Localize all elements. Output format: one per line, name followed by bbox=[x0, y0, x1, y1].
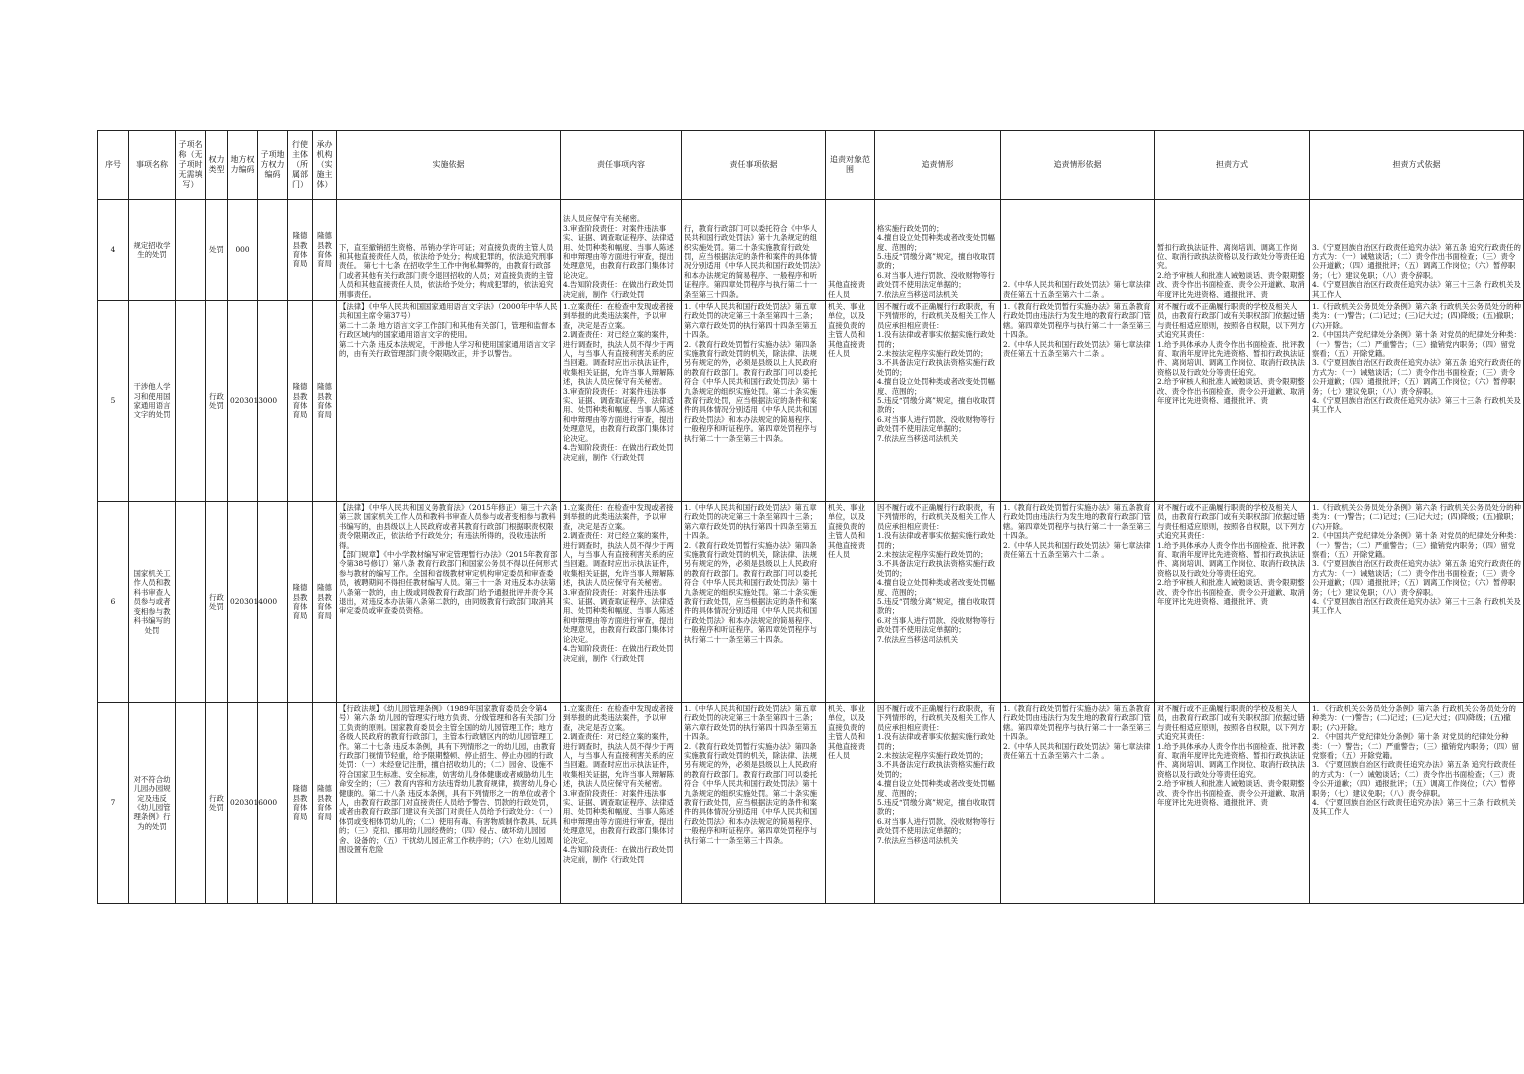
row-agency-text: 隆德县教育体育局 bbox=[317, 382, 332, 420]
row-method-text: 对不履行或不正确履行职责的学校及相关人员，由教育行政部门或有关职权部门依据过错与责任相适应原则，按照各自权限，以下列方式追究其责任： 1.给予具体承办人责令作出书面检查、批评教育、取消年度评比先进资格、暂扣行政执法证件、离岗培训、调离工作岗位、取消行政执法资格以及行政处分等责任追究。 2.给予审核人和批准人诫勉谈话、责令限期整改、责令作出书面检查、责令公开道歉、取消年度评比先进资格、通报批评、责 bbox=[1157, 704, 1305, 808]
row-content-basis bbox=[682, 703, 826, 904]
row-basis bbox=[337, 200, 561, 301]
row-method-text: 对不履行或不正确履行职责的学校及相关人员，由教育行政部门或有关职权部门依据过错与责任相适应原则，按照各自权限，以下列方式追究其责任： 1.给予具体承办人责令作出书面检查、批评教育、取消年度评比先进资格、暂扣行政执法证件、离岗培训、调离工作岗位、取消行政执法资格以及行政处分等责任追究。 2.给予审核人和批准人诫勉谈话、责令限期整改、责令作出书面检查、责令公开道歉、取消年度评比先进资格、通报批评、责 bbox=[1157, 503, 1305, 607]
table-row bbox=[98, 703, 1524, 904]
row-content-text: 1.立案责任：在检查中发现或者接到举报的此类违法案件，予以审查，决定是否立案。 2.调查责任：对已经立案的案件，进行调查时，执法人员不得少于两人，与当事人有直接利害关系的应当回避。调查时应出示执法证件，收集相关证据，允许当事人辩解陈述，执法人员应保守有关秘密。 3.审查阶段责任：对案件违法事实、证据、调查取证程序、法律适用、处罚种类和幅度、当事人陈述和申辩理由等方面进行审查，提出处理意见，由教育行政部门集体讨论决定。 4.告知阶段责任：在做出行政处罚决定前，制作《行政处罚 bbox=[563, 704, 674, 864]
row-method-basis-text: 1.《行政机关公务员处分条例》第六条 行政机关公务员处分的种类为：(一)警告；(二)记过；(三)记大过；(四)降级；(五)撤职；(六)开除。 2.《中国共产党纪律处分条例》第十条 对党员的纪律处分种类：（一）警告；（二）严重警告；（三）撤销党内职务；（四）留党察看；（五）开除党籍。 3.《宁夏回族自治区行政责任追究办法》第五条 追究行政责任的方式为：（一）诫勉谈话；（二）责令作出书面检查；（三）责令公开道歉；（四）通报批评；（五）调离工作岗位；（六）暂停职务；（七）建议免职；（八）责令辞职。 4.《宁夏回族自治区行政责任追究办法》第三十三条 行政机关及其工作人 bbox=[1312, 302, 1521, 415]
row-type-text: 行政处罚 bbox=[209, 793, 224, 812]
row-situation-basis-text: 1.《教育行政处罚暂行实施办法》第五条教育行政处罚由违法行为发生地的教育行政部门管辖。第四章处罚程序与执行第二十一条至第三十四条。 2.《中华人民共和国行政处罚法》第七章法律责任第五十五条至第六十二条 。 bbox=[1003, 302, 1151, 359]
row-situation bbox=[875, 200, 1001, 301]
header-code: 地方权力编码 bbox=[228, 131, 258, 200]
row-basis-text: 【法律】《中华人民共和国国家通用语言文字法》（2000年中华人民共和国主席令第37号） 第二十二条 地方语言文字工作部门和其他有关部门，管理和监督本行政区域内的国家通用语言文字的使用。 第二十六条 违反本法规定，干涉他人学习和使用国家通用语言文字的，由有关行政管理部门责令限期改正，并予以警告。 bbox=[339, 302, 558, 359]
row-sub bbox=[176, 502, 206, 703]
row-method-basis bbox=[1310, 703, 1524, 904]
row-situation-basis bbox=[1001, 703, 1155, 904]
header-row bbox=[98, 131, 1524, 200]
row-method-basis-text: 1. 《行政机关公务员处分条例》第六条 行政机关公务员处分的种类为：(一)警告；(二)记过；(三)记大过；(四)降级；(五)撤职；(六)开除。 2. 《中国共产党纪律处分条例》第十条 对党员的纪律处分种类：（一）警告；（二）严重警告；（三）撤销党内职务；（四）留党察看；（五）开除党籍。 3. 《宁夏回族自治区行政责任追究办法》第五条 追究行政责任的方式为：（一）诫勉谈话；（二）责令作出书面检查；（三）责令公开道歉；（四）通报批评；（五）调离工作岗位；（六）暂停职务；（七）建议免职；（八）责令辞职。 4. 《宁夏回族自治区行政责任追究办法》第三十三条 行政机关及其工作人 bbox=[1312, 704, 1519, 817]
row-subject-text: 隆德县教育体育局 bbox=[292, 382, 308, 420]
row-content-text: 1.立案责任：在检查中发现或者接到举报的此类违法案件，予以审查，决定是否立案。 2.调查责任：对已经立案的案件，进行调查时，执法人员不得少于两人，与当事人有直接利害关系的应当回避。调查时应出示执法证件，收集相关证据，允许当事人辩解陈述，执法人员应保守有关秘密。 3.审查阶段责任：对案件违法事实、证据、调查取证程序、法律适用、处罚种类和幅度、当事人陈述和申辩理由等方面进行审查，提出处理意见，由教育行政部门集体讨论决定。 4.告知阶段责任：在做出行政处罚决定前，制作《行政处罚 bbox=[563, 302, 674, 462]
header-subcode: 子项地方权力编码 bbox=[258, 131, 288, 200]
power-list-table bbox=[97, 130, 1524, 904]
row-content-basis-text: 行，教育行政部门可以委托符合《中华人民共和国行政处罚法》第十九条规定的组织实施处罚。第二十条实施教育行政处罚，应当根据法定的条件和案件的具体情况分别适用《中华人民共和国行政处罚法》和本办法规定的简易程序、一般程序和听证程序。第四章处罚程序与执行第二十一条至第三十四条。 bbox=[684, 223, 821, 299]
row-agency-text: 隆德县教育体育局 bbox=[317, 784, 332, 822]
row-sub bbox=[176, 200, 206, 301]
row-name bbox=[129, 301, 176, 502]
row-content-basis bbox=[682, 200, 826, 301]
row-method-basis-text: 3.《宁夏回族自治区行政责任追究办法》第五条 追究行政责任的方式为：（一）诫勉谈话；（二）责令作出书面检查；（三）责令公开道歉；（四）通报批评；（五）调离工作岗位；（六）暂停职务；（七）建议免职；（八）责令辞职。 4.《宁夏回族自治区行政责任追究办法》第三十三条 行政机关及其工作人 bbox=[1312, 242, 1521, 299]
row-situation-basis-text: 1.《教育行政处罚暂行实施办法》第五条教育行政处罚由违法行为发生地的教育行政部门管辖。第四章处罚程序与执行第二十一条至第三十四条。 2.《中华人民共和国行政处罚法》第七章法律责任第五十五条至第六十二条 。 bbox=[1003, 704, 1151, 761]
row-basis-text: 下，直至撤销招生资格、吊销办学许可证；对直接负责的主管人员和其他直接责任人员，依法给予处分；构成犯罪的，依法追究刑事责任。 第七十七条 在招收学生工作中徇私舞弊的，由教育行政部门或者其他有关行政部门责令退回招收的人员；对直接负责的主管人员和其他直接责任人员，依法给予处分；构成犯罪的，依法追究刑事责任。 bbox=[339, 242, 554, 299]
table-row bbox=[98, 502, 1524, 703]
header-type: 权力类型 bbox=[206, 131, 228, 200]
row-seq-text: 4 bbox=[110, 245, 116, 255]
row-subject bbox=[288, 200, 313, 301]
row-method bbox=[1155, 502, 1310, 703]
row-content-text: 1.立案责任：在检查中发现或者接到举报的此类违法案件，予以审查，决定是否立案。 2.调查责任：对已经立案的案件，进行调查时，执法人员不得少于两人，与当事人有直接利害关系的应当回避。调查时应出示执法证件，收集相关证据，允许当事人辩解陈述，执法人员应保守有关秘密。 3.审查阶段责任：对案件违法事实、证据、调查取证程序、法律适用、处罚种类和幅度、当事人陈述和申辩理由等方面进行审查，提出处理意见，由教育行政部门集体讨论决定。 4.告知阶段责任：在做出行政处罚决定前，制作《行政处罚 bbox=[563, 503, 674, 663]
row-seq bbox=[98, 200, 129, 301]
row-content-text: 法人员应保守有关秘密。 3.审查阶段责任：对案件违法事实、证据、调查取证程序、法律适用、处罚种类和幅度、当事人陈述和申辩理由等方面进行审查，提出处理意见，由教育行政部门集体讨论决定。 4.告知阶段责任：在做出行政处罚决定前，制作《行政处罚 bbox=[563, 214, 674, 299]
row-name bbox=[129, 200, 176, 301]
row-code-text: 0203013000 bbox=[230, 396, 278, 406]
row-target bbox=[826, 502, 875, 703]
row-agency bbox=[313, 200, 337, 301]
row-content-basis bbox=[682, 301, 826, 502]
row-subcode bbox=[258, 200, 288, 301]
row-seq-text: 7 bbox=[110, 798, 116, 808]
row-content-basis-text: 1.《中华人民共和国行政处罚法》第五章行政处罚的决定第三十条至第四十三条；第六章行政处罚的执行第四十四条至第五十四条。 2.《教育行政处罚暂行实施办法》第四条实施教育行政处罚的机关，除法律、法规另有规定的外，必须是县级以上人民政府的教育行政部门。教育行政部门可以委托符合《中华人民共和国行政处罚法》第十九条规定的组织实施处罚。第二十条实施教育行政处罚，应当根据法定的条件和案件的具体情况分别适用《中华人民共和国行政处罚法》和本办法规定的简易程序、一般程序和听证程序。第四章处罚程序与执行第二十一条至第三十四条。 bbox=[684, 302, 818, 443]
row-situation-basis-text: 1.《教育行政处罚暂行实施办法》第五条教育行政处罚由违法行为发生地的教育行政部门管辖。第四章处罚程序与执行第二十一条至第三十四条。 2.《中华人民共和国行政处罚法》第七章法律责任第五十五条至第六十二条 。 bbox=[1003, 503, 1151, 560]
header-seq: 序号 bbox=[98, 131, 129, 200]
row-situation-basis bbox=[1001, 200, 1155, 301]
header-agency: 承办机构（实施主体） bbox=[313, 131, 337, 200]
row-situation-basis bbox=[1001, 502, 1155, 703]
row-code bbox=[228, 703, 278, 904]
row-code-text: 0203014000 bbox=[230, 597, 278, 607]
row-agency-text: 隆德县教育体育局 bbox=[317, 231, 332, 269]
row-agency bbox=[313, 301, 337, 502]
row-content bbox=[561, 502, 682, 703]
row-subject bbox=[288, 502, 313, 703]
row-seq bbox=[98, 301, 129, 502]
row-subject bbox=[288, 703, 313, 904]
row-method-text: 暂扣行政执法证件、离岗培训、调离工作岗位、取消行政执法资格以及行政处分等责任追究。 2.给予审核人和批准人诫勉谈话、责令限期整改、责令作出书面检查、责令公开道歉、取消年度评比先进资格、通报批评、责 bbox=[1157, 242, 1305, 299]
table-row bbox=[98, 301, 1524, 502]
row-code bbox=[228, 200, 258, 301]
row-type-text: 行政处罚 bbox=[209, 592, 224, 611]
row-method-basis bbox=[1310, 502, 1524, 703]
row-seq bbox=[98, 703, 129, 904]
row-target bbox=[826, 703, 875, 904]
header-name: 事项名称 bbox=[129, 131, 176, 200]
row-content-basis-text: 1.《中华人民共和国行政处罚法》第五章行政处罚的决定第三十条至第四十三条；第六章行政处罚的执行第四十四条至第五十四条。 2.《教育行政处罚暂行实施办法》第四条实施教育行政处罚的机关，除法律、法规另有规定的外，必须是县级以上人民政府的教育行政部门。教育行政部门可以委托符合《中华人民共和国行政处罚法》第十九条规定的组织实施处罚。第二十条实施教育行政处罚，应当根据法定的条件和案件的具体情况分别适用《中华人民共和国行政处罚法》和本办法规定的简易程序、一般程序和听证程序。第四章处罚程序与执行第二十一条至第三十四条。 bbox=[684, 503, 818, 644]
row-target-text: 机关、事业单位，以及直接负责的主管人员和其他直接责任人员 bbox=[828, 302, 865, 359]
header-situation: 追责情形 bbox=[875, 131, 1001, 200]
row-target bbox=[826, 301, 875, 502]
row-subject-text: 隆德县教育体育局 bbox=[292, 583, 308, 621]
header-subject: 行使主体（所属部门） bbox=[288, 131, 313, 200]
row-code-text: 0203016000 bbox=[230, 798, 278, 808]
row-target bbox=[826, 200, 875, 301]
row-method bbox=[1155, 301, 1310, 502]
row-situation-text: 因不履行或不正确履行行政职责，有下列情形的，行政机关及相关工作人员应承担相应责任： 1.没有法律或者事实依据实施行政处罚的； 2.未按法定程序实施行政处罚的； 3.不具备法定行政执法资格实施行政处罚的； 4.擅自设立处罚种类或者改变处罚幅度、范围的； 5.违反“罚缴分离”规定，擅自收取罚款的； 6.对当事人进行罚款、没收财物等行政处罚不使用法定单据的； 7.依法应当移送司法机关 bbox=[877, 302, 996, 443]
row-method bbox=[1155, 703, 1310, 904]
header-method-basis: 担责方式依据 bbox=[1310, 131, 1524, 200]
row-content bbox=[561, 200, 682, 301]
header-situation-basis: 追责情形依据 bbox=[1001, 131, 1155, 200]
row-method-basis bbox=[1310, 301, 1524, 502]
row-target-text: 机关、事业单位，以及直接负责的主管人员和其他直接责任人员 bbox=[828, 503, 865, 560]
header-basis: 实施依据 bbox=[337, 131, 561, 200]
row-sub bbox=[176, 301, 206, 502]
row-code bbox=[228, 502, 278, 703]
row-content bbox=[561, 301, 682, 502]
row-content-basis bbox=[682, 502, 826, 703]
row-target-text: 机关、事业单位，以及直接负责的主管人员和其他直接责任人员 bbox=[828, 704, 865, 761]
row-content-basis-text: 1.《中华人民共和国行政处罚法》第五章行政处罚的决定第三十条至第四十三条；第六章行政处罚的执行第四十四条至第五十四条。 2.《教育行政处罚暂行实施办法》第四条实施教育行政处罚的机关，除法律、法规另有规定的外，必须是县级以上人民政府的教育行政部门。教育行政部门可以委托符合《中华人民共和国行政处罚法》第十九条规定的组织实施处罚。第二十条实施教育行政处罚，应当根据法定的条件和案件的具体情况分别适用《中华人民共和国行政处罚法》和本办法规定的简易程序、一般程序和听证程序。第四章处罚程序与执行第二十一条至第三十四条。 bbox=[684, 704, 818, 845]
header-content-basis: 责任事项依据 bbox=[682, 131, 826, 200]
row-name-text: 干涉他人学习和使用国家通用语言文字的处罚 bbox=[133, 382, 171, 420]
row-situation bbox=[875, 301, 1001, 502]
header-target: 追责对象范围 bbox=[826, 131, 875, 200]
row-situation-text: 因不履行或不正确履行行政职责，有下列情形的，行政机关及相关工作人员应承担相应责任： 1.没有法律或者事实依据实施行政处罚的； 2.未按法定程序实施行政处罚的； 3.不具备法定行政执法资格实施行政处罚的； 4.擅自设立处罚种类或者改变处罚幅度、范围的； 5.违反“罚缴分离”规定，擅自收取罚款的； 6.对当事人进行罚款、没收财物等行政处罚不使用法定单据的； 7.依法应当移送司法机关 bbox=[877, 704, 996, 845]
row-subject bbox=[288, 301, 313, 502]
row-type bbox=[206, 200, 228, 301]
row-name bbox=[129, 703, 176, 904]
row-type bbox=[206, 502, 228, 703]
row-situation-basis-text: 2.《中华人民共和国行政处罚法》第七章法律责任第五十五条至第六十二条 。 bbox=[1003, 280, 1151, 299]
row-basis-text: 【法律】《中华人民共和国义务教育法》（2015年修正）第三十六条第三款 国家机关工作人员和教科书审查人员参与或者变相参与教科书编写的，由县级以上人民政府或者其教育行政部门根据职责权限责令限期改正，依法给予行政处分；有违法所得的，没收违法所得。 【部门规章】《中小学教材编写审定管理暂行办法》（2015年教育部令第38号修订）第八条 教育行政部门和国家公务员不得以任何形式参与教材的编写工作。全国和省级教材审定机构审定委员和审查委员，被聘期间不得担任教材编写人员。第三十一条 对违反本办法第八条第一款的，由上级或同级教育行政部门给予通报批评并责令其退出，对违反本办法第八条第二款的，由同级教育行政部门取消其审定委员或审查委员资格。 bbox=[339, 503, 558, 616]
row-type-text: 处罚 bbox=[209, 245, 224, 255]
row-situation-text: 因不履行或不正确履行行政职责，有下列情形的，行政机关及相关工作人员应承担相应责任： 1.没有法律或者事实依据实施行政处罚的； 2.未按法定程序实施行政处罚的； 3.不具备法定行政执法资格实施行政处罚的； 4.擅自设立处罚种类或者改变处罚幅度、范围的； 5.违反“罚缴分离”规定，擅自收取罚款的； 6.对当事人进行罚款、没收财物等行政处罚不使用法定单据的； 7.依法应当移送司法机关 bbox=[877, 503, 996, 644]
row-basis bbox=[337, 502, 561, 703]
row-name-text: 对不符合幼儿园办园规定及违反《幼儿园管理条例》行为的处罚 bbox=[133, 774, 171, 831]
row-type bbox=[206, 301, 228, 502]
row-seq-text: 5 bbox=[110, 396, 116, 406]
row-situation-text: 格实施行政处罚的； 4.擅自设立处罚种类或者改变处罚幅度、范围的； 5.违反“罚缴分离”规定，擅自收取罚款的； 6.对当事人进行罚款、没收财物等行政处罚不使用法定单据的； 7.依法应当移送司法机关 bbox=[877, 223, 996, 299]
row-subject-text: 隆德县教育体育局 bbox=[292, 231, 308, 269]
row-target-text: 其他直接责任人员 bbox=[828, 280, 865, 299]
row-name-text: 国家机关工作人员和教科书审查人员参与或者变相参与教科书编写的处罚 bbox=[133, 569, 171, 635]
row-method-basis bbox=[1310, 200, 1524, 301]
row-method-text: 对不履行或不正确履行职责的学校及相关人员，由教育行政部门或有关职权部门依据过错与责任相适应原则，按照各自权限，以下列方式追究其责任： 1.给予具体承办人责令作出书面检查、批评教育、取消年度评比先进资格、暂扣行政执法证件、离岗培训、调离工作岗位、取消行政执法资格以及行政处分等责任追究。 2.给予审核人和批准人诫勉谈话、责令限期整改、责令作出书面检查、责令公开道歉、取消年度评比先进资格、通报批评、责 bbox=[1157, 302, 1305, 406]
row-method bbox=[1155, 200, 1310, 301]
row-type-text: 行政处罚 bbox=[209, 391, 224, 410]
row-agency bbox=[313, 703, 337, 904]
row-name bbox=[129, 502, 176, 703]
row-situation-basis bbox=[1001, 301, 1155, 502]
row-code-text: 000 bbox=[235, 245, 250, 255]
row-code bbox=[228, 301, 278, 502]
row-basis bbox=[337, 703, 561, 904]
row-agency bbox=[313, 502, 337, 703]
row-sub bbox=[176, 703, 206, 904]
row-seq bbox=[98, 502, 129, 703]
row-basis bbox=[337, 301, 561, 502]
header-content: 责任事项内容 bbox=[561, 131, 682, 200]
row-seq-text: 6 bbox=[110, 597, 116, 607]
row-name-text: 规定招收学生的处罚 bbox=[133, 240, 171, 259]
row-situation bbox=[875, 502, 1001, 703]
row-method-basis-text: 1.《行政机关公务员处分条例》第六条 行政机关公务员处分的种类为：(一)警告；(二)记过；(三)记大过；(四)降级；(五)撤职；(六)开除。 2.《中国共产党纪律处分条例》第十条 对党员的纪律处分种类：（一）警告；（二）严重警告；（三）撤销党内职务；（四）留党察看；（五）开除党籍。 3.《宁夏回族自治区行政责任追究办法》第五条 追究行政责任的方式为：（一）诫勉谈话；（二）责令作出书面检查；（三）责令公开道歉；（四）通报批评；（五）调离工作岗位；（六）暂停职务；（七）建议免职；（八）责令辞职。 4.《宁夏回族自治区行政责任追究办法》第三十三条 行政机关及其工作人 bbox=[1312, 503, 1521, 616]
header-sub: 子项名称（无子项时无需填写） bbox=[176, 131, 206, 200]
row-situation bbox=[875, 703, 1001, 904]
header-method: 担责方式 bbox=[1155, 131, 1310, 200]
row-subject-text: 隆德县教育体育局 bbox=[292, 784, 308, 822]
row-content bbox=[561, 703, 682, 904]
row-basis-text: 【行政法规】《幼儿园管理条例》（1989年国家教育委员会令第4号）第六条 幼儿园的管理实行地方负责、分级管理和各有关部门分工负责的原则。国家教育委员会主管全国的幼儿园管理工作；地方各级人民政府的教育行政部门，主管本行政辖区内的幼儿园管理工作。第二十七条 违反本条例，具有下列情形之一的幼儿园，由教育行政部门视情节轻重，给予限期整顿、停止招生、停止办园的行政处罚：（一）未经登记注册，擅自招收幼儿的；（二）园舍、设施不符合国家卫生标准、安全标准，妨害幼儿身体健康或者威胁幼儿生命安全的；（三）教育内容和方法违背幼儿教育规律，损害幼儿身心健康的。第二十八条 违反本条例，具有下列情形之一的单位或者个人，由教育行政部门对直接责任人员给予警告、罚款的行政处罚，或者由教育行政部门建议有关部门对责任人员给予行政处分：（一）体罚或变相体罚幼儿的；（二）使用有毒、有害物质制作教具、玩具的；（三）克扣、挪用幼儿园经费的；（四）侵占、破坏幼儿园园舍、设备的；（五）干扰幼儿园正常工作秩序的；（六）在幼儿园周围设置有危险 bbox=[339, 704, 558, 855]
row-agency-text: 隆德县教育体育局 bbox=[317, 583, 332, 621]
row-type bbox=[206, 703, 228, 904]
table-row bbox=[98, 200, 1524, 301]
